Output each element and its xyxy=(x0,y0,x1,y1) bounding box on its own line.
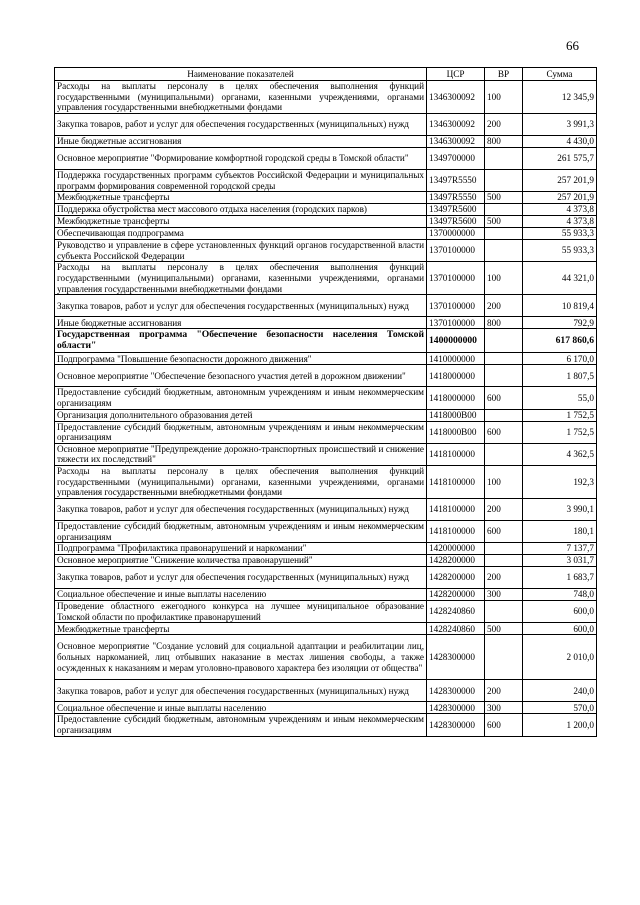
row-vr-cell xyxy=(485,601,523,623)
table-row xyxy=(55,228,597,240)
row-name-cell: Расходы на выплаты персоналу в целях обеспечения выполнения функций государственными (муниципальными) органами, казенными учреждениями, органами управления государственными внебюджетными фондами xyxy=(55,465,427,498)
table-row xyxy=(55,387,597,409)
row-vr-cell xyxy=(485,204,523,216)
row-name-cell: Предоставление субсидий бюджетным, автономным учреждениям и иным некоммерческим организациям xyxy=(55,387,427,409)
table-row xyxy=(55,714,597,736)
row-name-cell: Основное мероприятие "Формирование комфортной городской среды в Томской области" xyxy=(55,148,427,170)
row-vr-cell xyxy=(485,353,523,365)
row-sum-cell: 55 933,3 xyxy=(523,228,597,240)
row-sum-cell: 257 201,9 xyxy=(523,192,597,204)
table-row xyxy=(55,635,597,680)
row-csr-cell: 1428300000 xyxy=(427,680,485,702)
row-vr-cell xyxy=(485,409,523,421)
row-vr-cell: 200 xyxy=(485,114,523,136)
table-row xyxy=(55,623,597,635)
table-row xyxy=(55,192,597,204)
row-name-cell: Подпрограмма "Повышение безопасности дорожного движения" xyxy=(55,353,427,365)
row-csr-cell: 1428300000 xyxy=(427,635,485,680)
row-name-cell: Межбюджетные трансферты xyxy=(55,623,427,635)
row-csr-cell: 1428300000 xyxy=(427,714,485,736)
row-sum-cell: 55,0 xyxy=(523,387,597,409)
table-row xyxy=(55,240,597,262)
row-vr-cell xyxy=(485,228,523,240)
row-vr-cell xyxy=(485,148,523,170)
budget-table xyxy=(54,67,597,737)
row-csr-cell: 1420000000 xyxy=(427,543,485,555)
table-row xyxy=(55,555,597,567)
row-vr-cell: 100 xyxy=(485,81,523,114)
row-vr-cell xyxy=(485,543,523,555)
row-sum-cell: 180,1 xyxy=(523,520,597,542)
row-name-cell: Предоставление субсидий бюджетным, автономным учреждениям и иным некоммерческим организациям xyxy=(55,714,427,736)
row-name-cell: Основное мероприятие "Создание условий для социальной адаптации и реабилитации лиц, больных наркоманией, лиц отбывших наказание в местах лишения свободы, а также осужденных к наказаниям и мерам уголовно-правового характера без изоляции от общества" xyxy=(55,635,427,680)
row-vr-cell xyxy=(485,443,523,465)
row-sum-cell: 3 031,7 xyxy=(523,555,597,567)
table-row xyxy=(55,295,597,317)
table-row xyxy=(55,498,597,520)
table-row xyxy=(55,148,597,170)
table-row xyxy=(55,81,597,114)
row-name-cell: Закупка товаров, работ и услуг для обеспечения государственных (муниципальных) нужд xyxy=(55,295,427,317)
row-name-cell: Основное мероприятие "Предупреждение дорожно-транспортных происшествий и снижение тяжести их последствий" xyxy=(55,443,427,465)
row-sum-cell: 44 321,0 xyxy=(523,262,597,295)
row-csr-cell: 1410000000 xyxy=(427,353,485,365)
row-sum-cell: 748,0 xyxy=(523,589,597,601)
row-sum-cell: 240,0 xyxy=(523,680,597,702)
row-csr-cell: 1346300092 xyxy=(427,114,485,136)
row-vr-cell xyxy=(485,170,523,192)
table-row xyxy=(55,409,597,421)
row-name-cell: Руководство и управление в сфере установленных функций органов государственной власти субъекта Российской Федерации xyxy=(55,240,427,262)
row-csr-cell: 1370100000 xyxy=(427,240,485,262)
table-row xyxy=(55,567,597,589)
row-csr-cell: 1428200000 xyxy=(427,567,485,589)
header-vr: ВР xyxy=(485,68,523,81)
row-sum-cell: 55 933,3 xyxy=(523,240,597,262)
table-row xyxy=(55,262,597,295)
row-name-cell: Проведение областного ежегодного конкурса на лучшее муниципальное образование Томской области по профилактике правонарушений xyxy=(55,601,427,623)
row-sum-cell: 3 990,1 xyxy=(523,498,597,520)
page-number: 66 xyxy=(566,38,579,53)
row-csr-cell: 1418000000 xyxy=(427,387,485,409)
row-vr-cell: 600 xyxy=(485,714,523,736)
table-row xyxy=(55,317,597,329)
row-sum-cell: 261 575,7 xyxy=(523,148,597,170)
table-row xyxy=(55,702,597,714)
table-row xyxy=(55,589,597,601)
row-vr-cell: 600 xyxy=(485,520,523,542)
row-sum-cell: 192,3 xyxy=(523,465,597,498)
row-name-cell: Закупка товаров, работ и услуг для обеспечения государственных (муниципальных) нужд xyxy=(55,680,427,702)
row-csr-cell: 1418100000 xyxy=(427,498,485,520)
row-sum-cell: 1 752,5 xyxy=(523,421,597,443)
row-sum-cell: 12 345,9 xyxy=(523,81,597,114)
row-csr-cell: 1346300092 xyxy=(427,81,485,114)
row-vr-cell xyxy=(485,555,523,567)
table-body xyxy=(55,81,597,737)
row-vr-cell: 200 xyxy=(485,567,523,589)
row-name-cell: Социальное обеспечение и иные выплаты населению xyxy=(55,702,427,714)
table-row xyxy=(55,329,597,353)
row-vr-cell: 200 xyxy=(485,680,523,702)
row-vr-cell xyxy=(485,635,523,680)
row-name-cell: Закупка товаров, работ и услуг для обеспечения государственных (муниципальных) нужд xyxy=(55,567,427,589)
row-csr-cell: 13497R5550 xyxy=(427,192,485,204)
row-name-cell: Обеспечивающая подпрограмма xyxy=(55,228,427,240)
table-row xyxy=(55,170,597,192)
row-sum-cell: 7 137,7 xyxy=(523,543,597,555)
row-csr-cell: 1418100000 xyxy=(427,520,485,542)
row-vr-cell: 100 xyxy=(485,262,523,295)
table-row xyxy=(55,365,597,387)
table-row xyxy=(55,543,597,555)
row-name-cell: Социальное обеспечение и иные выплаты населению xyxy=(55,589,427,601)
row-csr-cell: 1349700000 xyxy=(427,148,485,170)
table-row xyxy=(55,136,597,148)
table-row xyxy=(55,216,597,228)
row-sum-cell: 617 860,6 xyxy=(523,329,597,353)
row-sum-cell: 1 807,5 xyxy=(523,365,597,387)
row-vr-cell xyxy=(485,365,523,387)
table-row xyxy=(55,114,597,136)
row-csr-cell: 1400000000 xyxy=(427,329,485,353)
row-name-cell: Расходы на выплаты персоналу в целях обеспечения выполнения функций государственными (муниципальными) органами, казенными учреждениями, органами управления государственными внебюджетными фондами xyxy=(55,262,427,295)
row-csr-cell: 1370100000 xyxy=(427,295,485,317)
row-name-cell: Иные бюджетные ассигнования xyxy=(55,136,427,148)
table-row xyxy=(55,680,597,702)
row-vr-cell: 500 xyxy=(485,623,523,635)
table-row xyxy=(55,421,597,443)
row-sum-cell: 1 752,5 xyxy=(523,409,597,421)
table-row xyxy=(55,520,597,542)
row-sum-cell: 257 201,9 xyxy=(523,170,597,192)
row-sum-cell: 570,0 xyxy=(523,702,597,714)
row-name-cell: Основное мероприятие "Обеспечение безопасного участия детей в дорожном движении" xyxy=(55,365,427,387)
row-name-cell: Организация дополнительного образования детей xyxy=(55,409,427,421)
row-sum-cell: 4 362,5 xyxy=(523,443,597,465)
row-name-cell: Межбюджетные трансферты xyxy=(55,192,427,204)
row-vr-cell: 600 xyxy=(485,421,523,443)
row-csr-cell: 1418000B00 xyxy=(427,421,485,443)
row-sum-cell: 4 373,8 xyxy=(523,204,597,216)
row-name-cell: Поддержка обустройства мест массового отдыха населения (городских парков) xyxy=(55,204,427,216)
row-sum-cell: 10 819,4 xyxy=(523,295,597,317)
row-csr-cell: 1428240860 xyxy=(427,623,485,635)
row-sum-cell: 6 170,0 xyxy=(523,353,597,365)
row-csr-cell: 13497R5550 xyxy=(427,170,485,192)
row-name-cell: Предоставление субсидий бюджетным, автономным учреждениям и иным некоммерческим организациям xyxy=(55,421,427,443)
row-csr-cell: 1428300000 xyxy=(427,702,485,714)
row-sum-cell: 4 430,0 xyxy=(523,136,597,148)
table-row xyxy=(55,353,597,365)
row-csr-cell: 1370100000 xyxy=(427,317,485,329)
row-vr-cell: 600 xyxy=(485,387,523,409)
row-sum-cell: 3 991,3 xyxy=(523,114,597,136)
row-vr-cell xyxy=(485,329,523,353)
row-csr-cell: 1370000000 xyxy=(427,228,485,240)
row-name-cell: Поддержка государственных программ субъектов Российской Федерации и муниципальных программ формирования современной городской среды xyxy=(55,170,427,192)
row-csr-cell: 1428200000 xyxy=(427,589,485,601)
row-sum-cell: 600,0 xyxy=(523,601,597,623)
row-vr-cell xyxy=(485,240,523,262)
row-csr-cell: 1418000B00 xyxy=(427,409,485,421)
row-sum-cell: 2 010,0 xyxy=(523,635,597,680)
row-vr-cell: 800 xyxy=(485,136,523,148)
row-name-cell: Расходы на выплаты персоналу в целях обеспечения выполнения функций государственными (муниципальными) органами, казенными учреждениями, органами управления государственными внебюджетными фондами xyxy=(55,81,427,114)
row-csr-cell: 1428200000 xyxy=(427,555,485,567)
row-vr-cell: 800 xyxy=(485,317,523,329)
table-row xyxy=(55,204,597,216)
row-sum-cell: 1 683,7 xyxy=(523,567,597,589)
row-csr-cell: 1418100000 xyxy=(427,465,485,498)
table-header-row xyxy=(55,68,597,81)
row-name-cell: Межбюджетные трансферты xyxy=(55,216,427,228)
row-csr-cell: 13497R5600 xyxy=(427,204,485,216)
row-vr-cell: 300 xyxy=(485,589,523,601)
row-name-cell: Основное мероприятие "Снижение количества правонарушений" xyxy=(55,555,427,567)
row-name-cell: Иные бюджетные ассигнования xyxy=(55,317,427,329)
row-csr-cell: 1346300092 xyxy=(427,136,485,148)
row-csr-cell: 1418100000 xyxy=(427,443,485,465)
row-vr-cell: 100 xyxy=(485,465,523,498)
row-sum-cell: 792,9 xyxy=(523,317,597,329)
row-sum-cell: 1 200,0 xyxy=(523,714,597,736)
row-csr-cell: 1418000000 xyxy=(427,365,485,387)
header-sum: Сумма xyxy=(523,68,597,81)
row-vr-cell: 500 xyxy=(485,216,523,228)
table-row xyxy=(55,443,597,465)
row-vr-cell: 500 xyxy=(485,192,523,204)
table-row xyxy=(55,601,597,623)
row-name-cell: Государственная программа "Обеспечение безопасности населения Томской области" xyxy=(55,329,427,353)
row-csr-cell: 1370100000 xyxy=(427,262,485,295)
row-vr-cell: 300 xyxy=(485,702,523,714)
row-name-cell: Закупка товаров, работ и услуг для обеспечения государственных (муниципальных) нужд xyxy=(55,114,427,136)
row-csr-cell: 1428240860 xyxy=(427,601,485,623)
header-csr: ЦСР xyxy=(427,68,485,81)
row-vr-cell: 200 xyxy=(485,295,523,317)
row-csr-cell: 13497R5600 xyxy=(427,216,485,228)
row-name-cell: Закупка товаров, работ и услуг для обеспечения государственных (муниципальных) нужд xyxy=(55,498,427,520)
row-sum-cell: 4 373,8 xyxy=(523,216,597,228)
row-name-cell: Предоставление субсидий бюджетным, автономным учреждениям и иным некоммерческим организациям xyxy=(55,520,427,542)
table-row xyxy=(55,465,597,498)
row-vr-cell: 200 xyxy=(485,498,523,520)
row-name-cell: Подпрограмма "Профилактика правонарушений и наркомании" xyxy=(55,543,427,555)
row-sum-cell: 600,0 xyxy=(523,623,597,635)
header-name: Наименование показателей xyxy=(55,68,427,81)
